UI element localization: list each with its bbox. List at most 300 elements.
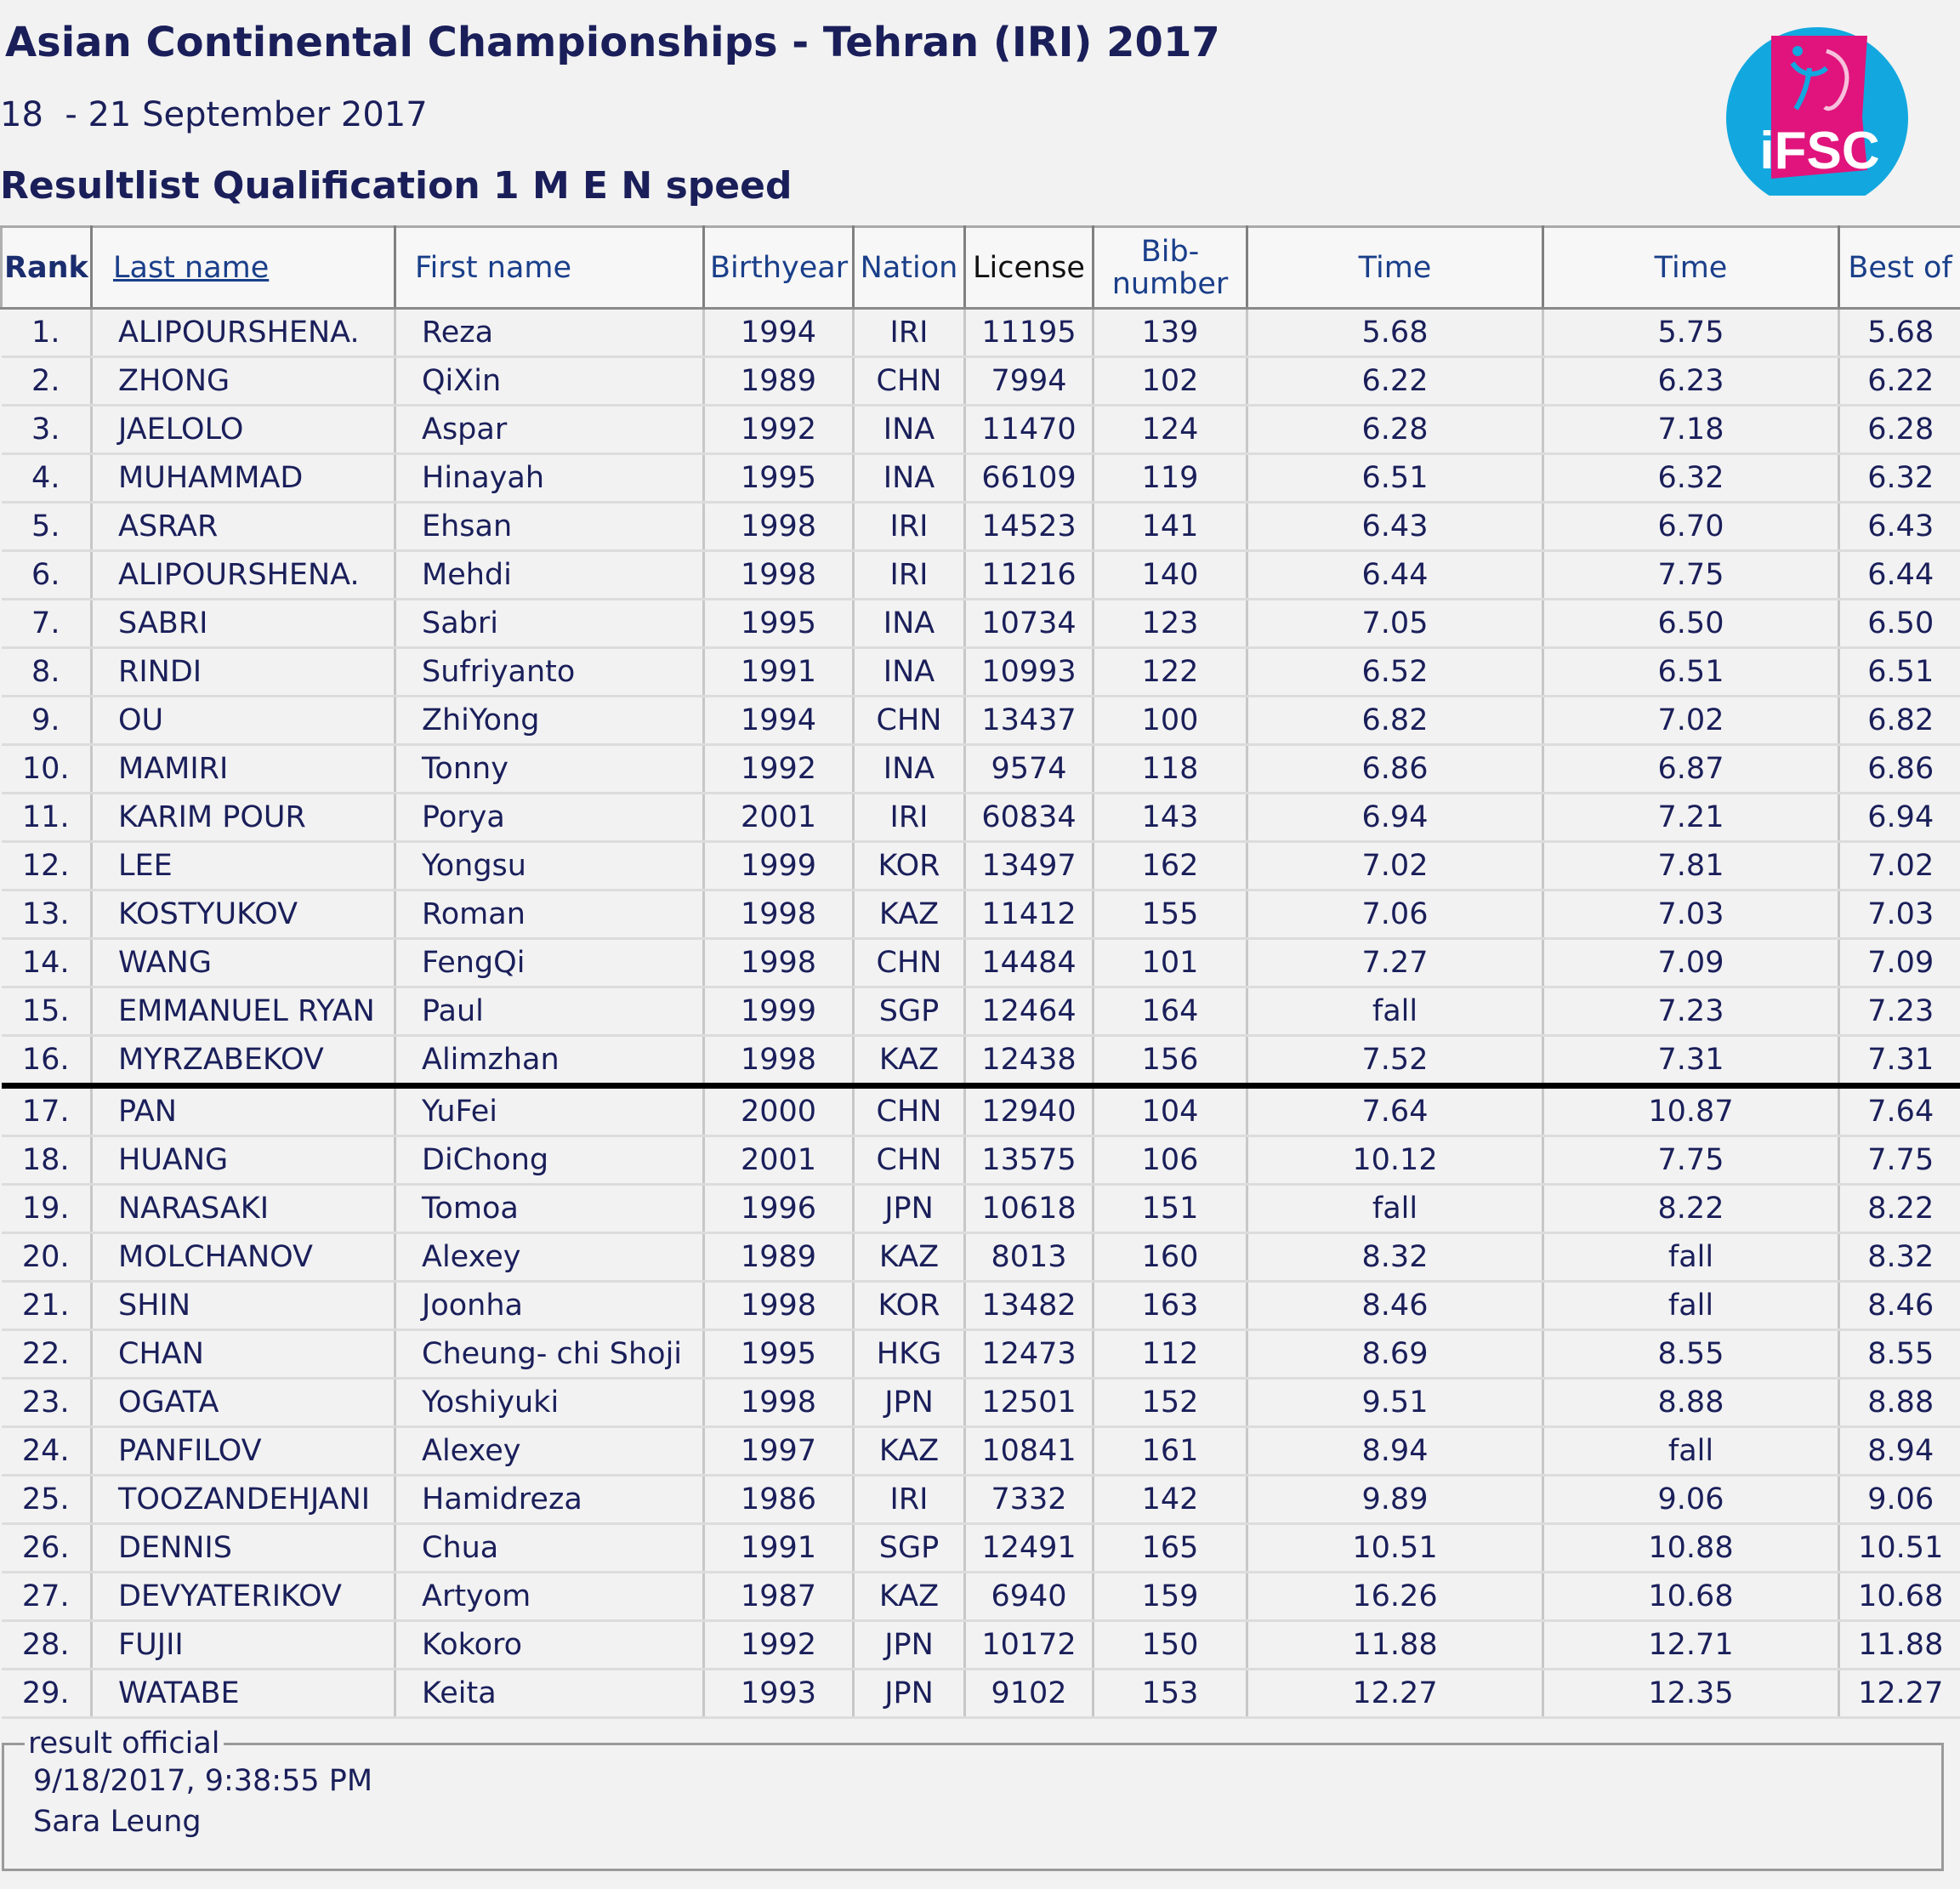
cell-best-of: 6.44 (1839, 551, 1960, 600)
cell-first-name: Joonha (395, 1282, 704, 1330)
cell-license: 10618 (965, 1185, 1094, 1233)
cell-last-name: MUHAMMAD (92, 454, 395, 503)
cell-bib-number: 159 (1094, 1573, 1247, 1621)
cell-last-name: ALIPOURSHENA. (92, 551, 395, 600)
cell-birthyear: 1986 (704, 1476, 854, 1524)
cell-nation: JPN (854, 1185, 965, 1233)
cell-best-of: 7.31 (1839, 1036, 1960, 1086)
table-row (2, 697, 1960, 745)
cell-time-2: 7.18 (1543, 406, 1839, 454)
cell-rank: 17. (2, 1086, 92, 1136)
cell-time-2: 7.09 (1543, 939, 1839, 987)
cell-birthyear: 1996 (704, 1185, 854, 1233)
cell-time-1: 6.51 (1247, 454, 1543, 503)
cell-license: 12501 (965, 1379, 1094, 1427)
cell-time-1: 6.28 (1247, 406, 1543, 454)
cell-last-name: SABRI (92, 600, 395, 648)
cell-time-2: 9.06 (1543, 1476, 1839, 1524)
cell-rank: 16. (2, 1036, 92, 1086)
cell-first-name: Yongsu (395, 842, 704, 890)
cell-last-name: JAELOLO (92, 406, 395, 454)
table-row (2, 1476, 1960, 1524)
cell-nation: KAZ (854, 1573, 965, 1621)
cell-first-name: Roman (395, 890, 704, 939)
cell-first-name: Chua (395, 1524, 704, 1573)
cell-last-name: NARASAKI (92, 1185, 395, 1233)
cell-bib-number: 150 (1094, 1621, 1247, 1670)
cell-birthyear: 1998 (704, 890, 854, 939)
column-header-time-2[interactable]: Time (1543, 227, 1839, 309)
cell-last-name: ZHONG (92, 357, 395, 406)
sort-link-last-name[interactable]: Last name (113, 250, 270, 285)
cell-time-2: fall (1543, 1233, 1839, 1282)
cell-bib-number: 156 (1094, 1036, 1247, 1086)
cell-license: 14484 (965, 939, 1094, 987)
cell-last-name: SHIN (92, 1282, 395, 1330)
cell-bib-number: 155 (1094, 890, 1247, 939)
cell-time-2: 7.81 (1543, 842, 1839, 890)
cell-birthyear: 1998 (704, 1282, 854, 1330)
cell-last-name: TOOZANDEHJANI (92, 1476, 395, 1524)
cell-birthyear: 1995 (704, 600, 854, 648)
cell-last-name: OGATA (92, 1379, 395, 1427)
cell-bib-number: 152 (1094, 1379, 1247, 1427)
table-row (2, 648, 1960, 697)
cell-last-name: MAMIRI (92, 745, 395, 794)
cell-nation: KAZ (854, 890, 965, 939)
cell-license: 12438 (965, 1036, 1094, 1086)
cell-license: 11195 (965, 309, 1094, 357)
cell-time-2: 6.51 (1543, 648, 1839, 697)
cell-nation: SGP (854, 1524, 965, 1573)
cell-time-2: 8.88 (1543, 1379, 1839, 1427)
cell-nation: IRI (854, 503, 965, 551)
cell-rank: 3. (2, 406, 92, 454)
cell-license: 10172 (965, 1621, 1094, 1670)
cell-last-name: MOLCHANOV (92, 1233, 395, 1282)
cell-bib-number: 142 (1094, 1476, 1247, 1524)
cell-birthyear: 1998 (704, 1379, 854, 1427)
cell-time-2: 8.55 (1543, 1330, 1839, 1379)
cell-nation: SGP (854, 987, 965, 1036)
cell-first-name: Hamidreza (395, 1476, 704, 1524)
page-title: Asian Continental Championships - Tehran (IRI) 2017 (5, 19, 1220, 66)
resultlist-subtitle: Resultlist Qualification 1 M E N speed (0, 164, 793, 208)
cell-birthyear: 1987 (704, 1573, 854, 1621)
cell-time-1: 8.46 (1247, 1282, 1543, 1330)
cell-bib-number: 163 (1094, 1282, 1247, 1330)
cell-license: 14523 (965, 503, 1094, 551)
cell-time-1: 7.52 (1247, 1036, 1543, 1086)
cell-best-of: 12.27 (1839, 1670, 1960, 1718)
cell-last-name: ALIPOURSHENA. (92, 309, 395, 357)
cell-time-1: 5.68 (1247, 309, 1543, 357)
cell-rank: 14. (2, 939, 92, 987)
cell-time-2: 6.23 (1543, 357, 1839, 406)
column-header-bib-number[interactable]: Bib- number (1094, 227, 1247, 309)
cell-time-1: 9.51 (1247, 1379, 1543, 1427)
cell-time-1: fall (1247, 987, 1543, 1036)
cell-first-name: Alexey (395, 1427, 704, 1476)
cell-rank: 29. (2, 1670, 92, 1718)
results-table (0, 225, 1960, 1719)
cell-bib-number: 104 (1094, 1086, 1247, 1136)
cell-bib-number: 141 (1094, 503, 1247, 551)
cell-birthyear: 1993 (704, 1670, 854, 1718)
cell-license: 13497 (965, 842, 1094, 890)
column-header-first-name[interactable]: First name (395, 227, 704, 309)
column-header-best-of[interactable]: Best of (1839, 227, 1960, 309)
official-result-box (2, 1727, 1944, 1871)
cell-license: 7994 (965, 357, 1094, 406)
cell-license: 12473 (965, 1330, 1094, 1379)
cell-bib-number: 101 (1094, 939, 1247, 987)
official-legend: result official (28, 1727, 220, 1761)
cell-time-2: 10.88 (1543, 1524, 1839, 1573)
table-row (2, 939, 1960, 987)
results-body (2, 309, 1960, 1718)
table-row (2, 357, 1960, 406)
cell-time-2: 7.03 (1543, 890, 1839, 939)
cell-best-of: 6.86 (1839, 745, 1960, 794)
cell-rank: 7. (2, 600, 92, 648)
cell-nation: INA (854, 600, 965, 648)
cell-rank: 24. (2, 1427, 92, 1476)
column-header-birthyear[interactable]: Birthyear (704, 227, 854, 309)
cell-license: 8013 (965, 1233, 1094, 1282)
cell-last-name: WANG (92, 939, 395, 987)
cell-time-1: 11.88 (1247, 1621, 1543, 1670)
official-datetime: 9/18/2017, 9:38:55 PM (33, 1764, 373, 1798)
table-row (2, 551, 1960, 600)
cell-nation: KAZ (854, 1233, 965, 1282)
table-row (2, 1282, 1960, 1330)
table-row (2, 406, 1960, 454)
cell-best-of: 8.32 (1839, 1233, 1960, 1282)
cell-license: 13437 (965, 697, 1094, 745)
table-row (2, 1233, 1960, 1282)
cell-license: 66109 (965, 454, 1094, 503)
cell-best-of: 6.94 (1839, 794, 1960, 842)
cell-best-of: 6.50 (1839, 600, 1960, 648)
cell-first-name: Hinayah (395, 454, 704, 503)
table-row (2, 745, 1960, 794)
ifsc-logo (1724, 26, 1910, 196)
cell-license: 13482 (965, 1282, 1094, 1330)
ifsc-logo-text: iFSC (1759, 122, 1880, 180)
cell-first-name: Ehsan (395, 503, 704, 551)
cell-first-name: Kokoro (395, 1621, 704, 1670)
cell-time-2: 10.68 (1543, 1573, 1839, 1621)
cell-first-name: Tonny (395, 745, 704, 794)
cell-birthyear: 1992 (704, 406, 854, 454)
cell-birthyear: 2001 (704, 1136, 854, 1185)
cell-best-of: 6.22 (1839, 357, 1960, 406)
cell-last-name: DEVYATERIKOV (92, 1573, 395, 1621)
cell-first-name: Cheung- chi Shoji (395, 1330, 704, 1379)
cell-last-name: RINDI (92, 648, 395, 697)
cell-bib-number: 124 (1094, 406, 1247, 454)
cell-time-1: 8.32 (1247, 1233, 1543, 1282)
cell-bib-number: 102 (1094, 357, 1247, 406)
table-row (2, 600, 1960, 648)
cell-rank: 9. (2, 697, 92, 745)
cell-time-1: 6.94 (1247, 794, 1543, 842)
column-header-license[interactable]: License (965, 227, 1094, 309)
cell-birthyear: 1992 (704, 745, 854, 794)
cell-birthyear: 1991 (704, 648, 854, 697)
cell-birthyear: 1999 (704, 842, 854, 890)
cell-nation: INA (854, 648, 965, 697)
cell-bib-number: 165 (1094, 1524, 1247, 1573)
cell-rank: 20. (2, 1233, 92, 1282)
cell-rank: 26. (2, 1524, 92, 1573)
cell-time-1: 6.52 (1247, 648, 1543, 697)
cell-bib-number: 139 (1094, 309, 1247, 357)
table-row (2, 503, 1960, 551)
cell-nation: JPN (854, 1670, 965, 1718)
table-row (2, 1670, 1960, 1718)
cell-license: 6940 (965, 1573, 1094, 1621)
table-row (2, 1379, 1960, 1427)
cell-best-of: 7.03 (1839, 890, 1960, 939)
cell-license: 11216 (965, 551, 1094, 600)
cell-best-of: 7.64 (1839, 1086, 1960, 1136)
cell-first-name: Artyom (395, 1573, 704, 1621)
cell-first-name: DiChong (395, 1136, 704, 1185)
event-dates: 18 - 21 September 2017 (0, 95, 428, 134)
cell-best-of: 8.46 (1839, 1282, 1960, 1330)
cell-birthyear: 1998 (704, 1036, 854, 1086)
cell-last-name: EMMANUEL RYAN (92, 987, 395, 1036)
cell-license: 10734 (965, 600, 1094, 648)
cell-nation: HKG (854, 1330, 965, 1379)
cell-first-name: Sabri (395, 600, 704, 648)
table-row (2, 1086, 1960, 1136)
cell-best-of: 10.68 (1839, 1573, 1960, 1621)
cell-time-1: 8.69 (1247, 1330, 1543, 1379)
cell-rank: 6. (2, 551, 92, 600)
cell-rank: 1. (2, 309, 92, 357)
cell-first-name: Paul (395, 987, 704, 1036)
cell-time-2: 7.31 (1543, 1036, 1839, 1086)
cell-time-1: 6.43 (1247, 503, 1543, 551)
cell-time-1: 7.27 (1247, 939, 1543, 987)
cell-best-of: 9.06 (1839, 1476, 1960, 1524)
cell-birthyear: 1998 (704, 503, 854, 551)
cell-bib-number: 160 (1094, 1233, 1247, 1282)
table-row (2, 1036, 1960, 1086)
cell-birthyear: 1992 (704, 1621, 854, 1670)
cell-last-name: ASRAR (92, 503, 395, 551)
cell-nation: KAZ (854, 1036, 965, 1086)
cell-license: 10993 (965, 648, 1094, 697)
cell-best-of: 6.28 (1839, 406, 1960, 454)
cell-nation: CHN (854, 1086, 965, 1136)
cell-license: 10841 (965, 1427, 1094, 1476)
table-row (2, 1621, 1960, 1670)
cell-birthyear: 1989 (704, 357, 854, 406)
cell-time-1: 10.12 (1247, 1136, 1543, 1185)
cell-bib-number: 161 (1094, 1427, 1247, 1476)
cell-bib-number: 122 (1094, 648, 1247, 697)
cell-best-of: 7.02 (1839, 842, 1960, 890)
cell-last-name: KARIM POUR (92, 794, 395, 842)
cell-first-name: Alexey (395, 1233, 704, 1282)
cell-nation: KAZ (854, 1427, 965, 1476)
cell-last-name: FUJII (92, 1621, 395, 1670)
cell-license: 11412 (965, 890, 1094, 939)
cell-time-2: fall (1543, 1282, 1839, 1330)
cell-birthyear: 1995 (704, 1330, 854, 1379)
cell-nation: CHN (854, 697, 965, 745)
cell-last-name: PAN (92, 1086, 395, 1136)
cell-first-name: Alimzhan (395, 1036, 704, 1086)
cell-time-2: 7.75 (1543, 1136, 1839, 1185)
table-row (2, 309, 1960, 357)
cell-nation: IRI (854, 794, 965, 842)
cell-best-of: 8.88 (1839, 1379, 1960, 1427)
cell-last-name: CHAN (92, 1330, 395, 1379)
cell-first-name: Reza (395, 309, 704, 357)
cell-bib-number: 100 (1094, 697, 1247, 745)
cell-best-of: 10.51 (1839, 1524, 1960, 1573)
cell-best-of: 8.94 (1839, 1427, 1960, 1476)
cell-best-of: 5.68 (1839, 309, 1960, 357)
cell-time-1: 8.94 (1247, 1427, 1543, 1476)
cell-birthyear: 1998 (704, 939, 854, 987)
cell-bib-number: 119 (1094, 454, 1247, 503)
cell-time-1: 7.05 (1247, 600, 1543, 648)
table-header-row (2, 227, 1960, 309)
column-header-rank[interactable]: Rank (2, 227, 92, 309)
table-row (2, 1185, 1960, 1233)
cell-time-1: 9.89 (1247, 1476, 1543, 1524)
table-row (2, 1524, 1960, 1573)
table-row (2, 454, 1960, 503)
cell-birthyear: 1995 (704, 454, 854, 503)
cell-best-of: 6.32 (1839, 454, 1960, 503)
cell-time-1: 16.26 (1247, 1573, 1543, 1621)
cell-nation: INA (854, 745, 965, 794)
cell-last-name: OU (92, 697, 395, 745)
cell-rank: 22. (2, 1330, 92, 1379)
cell-time-1: 7.06 (1247, 890, 1543, 939)
cell-rank: 21. (2, 1282, 92, 1330)
cell-birthyear: 1999 (704, 987, 854, 1036)
cell-nation: JPN (854, 1379, 965, 1427)
table-row (2, 987, 1960, 1036)
cell-birthyear: 2000 (704, 1086, 854, 1136)
cell-time-1: 10.51 (1247, 1524, 1543, 1573)
cell-nation: INA (854, 406, 965, 454)
cell-time-2: 7.75 (1543, 551, 1839, 600)
official-signed-by: Sara Leung (33, 1805, 202, 1839)
column-header-time-1[interactable]: Time (1247, 227, 1543, 309)
cell-last-name: HUANG (92, 1136, 395, 1185)
cell-rank: 19. (2, 1185, 92, 1233)
cell-rank: 5. (2, 503, 92, 551)
cell-birthyear: 2001 (704, 794, 854, 842)
cell-license: 12464 (965, 987, 1094, 1036)
cell-bib-number: 143 (1094, 794, 1247, 842)
cell-first-name: FengQi (395, 939, 704, 987)
cell-birthyear: 1997 (704, 1427, 854, 1476)
cell-last-name: PANFILOV (92, 1427, 395, 1476)
cell-bib-number: 162 (1094, 842, 1247, 890)
cell-bib-number: 140 (1094, 551, 1247, 600)
cell-birthyear: 1998 (704, 551, 854, 600)
cell-first-name: YuFei (395, 1086, 704, 1136)
column-header-last-name[interactable] (92, 227, 395, 309)
table-row (2, 842, 1960, 890)
cell-time-2: 12.71 (1543, 1621, 1839, 1670)
cell-license: 12491 (965, 1524, 1094, 1573)
cell-time-1: fall (1247, 1185, 1543, 1233)
cell-rank: 8. (2, 648, 92, 697)
cell-nation: KOR (854, 842, 965, 890)
cell-license: 60834 (965, 794, 1094, 842)
table-row (2, 1136, 1960, 1185)
cell-best-of: 7.75 (1839, 1136, 1960, 1185)
cell-time-2: 7.21 (1543, 794, 1839, 842)
cell-time-2: 6.32 (1543, 454, 1839, 503)
cell-rank: 18. (2, 1136, 92, 1185)
cell-last-name: DENNIS (92, 1524, 395, 1573)
cell-bib-number: 112 (1094, 1330, 1247, 1379)
cell-best-of: 7.23 (1839, 987, 1960, 1036)
cell-best-of: 6.43 (1839, 503, 1960, 551)
cell-bib-number: 164 (1094, 987, 1247, 1036)
cell-best-of: 8.55 (1839, 1330, 1960, 1379)
cell-birthyear: 1989 (704, 1233, 854, 1282)
cell-nation: JPN (854, 1621, 965, 1670)
cell-time-2: 6.87 (1543, 745, 1839, 794)
cell-nation: INA (854, 454, 965, 503)
cell-time-2: 6.70 (1543, 503, 1839, 551)
cell-last-name: WATABE (92, 1670, 395, 1718)
table-row (2, 890, 1960, 939)
cell-nation: IRI (854, 1476, 965, 1524)
cell-time-2: 5.75 (1543, 309, 1839, 357)
cell-best-of: 8.22 (1839, 1185, 1960, 1233)
cell-nation: CHN (854, 939, 965, 987)
cell-birthyear: 1994 (704, 309, 854, 357)
cell-time-1: 12.27 (1247, 1670, 1543, 1718)
cell-bib-number: 123 (1094, 600, 1247, 648)
cell-time-2: 7.02 (1543, 697, 1839, 745)
table-row (2, 794, 1960, 842)
cell-rank: 15. (2, 987, 92, 1036)
cell-first-name: Tomoa (395, 1185, 704, 1233)
cell-rank: 10. (2, 745, 92, 794)
cell-rank: 11. (2, 794, 92, 842)
cell-license: 12940 (965, 1086, 1094, 1136)
cell-birthyear: 1994 (704, 697, 854, 745)
cell-birthyear: 1991 (704, 1524, 854, 1573)
cell-first-name: Porya (395, 794, 704, 842)
cell-nation: IRI (854, 309, 965, 357)
cell-time-1: 6.82 (1247, 697, 1543, 745)
cell-rank: 27. (2, 1573, 92, 1621)
cell-time-2: 6.50 (1543, 600, 1839, 648)
cell-nation: CHN (854, 1136, 965, 1185)
cell-best-of: 11.88 (1839, 1621, 1960, 1670)
column-header-nation[interactable]: Nation (854, 227, 965, 309)
cell-rank: 2. (2, 357, 92, 406)
cell-license: 7332 (965, 1476, 1094, 1524)
table-row (2, 1330, 1960, 1379)
